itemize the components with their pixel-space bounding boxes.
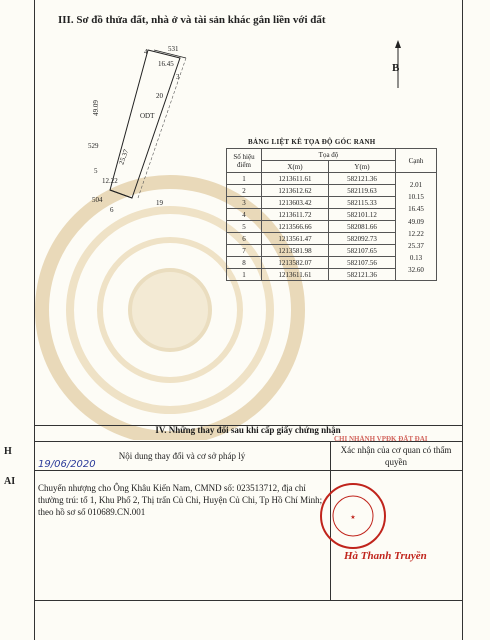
cell-point: 2 xyxy=(227,185,262,197)
entry-text: Chuyển nhượng cho Ông Khâu Kiến Nam, CMND số: 023513712, địa chỉ thường trú: tổ 1, Khu Phố 2, Thị trấn Củ Chi, Huyện Củ Chi, Tp Hồ Chí Minh; theo hồ sơ số 010689.CN.001 xyxy=(38,483,323,517)
edge-value: 10.15 xyxy=(408,193,424,202)
cell-x: 1213611.72 xyxy=(262,209,329,221)
edge-49-09-label: 49.09 xyxy=(91,100,100,116)
cell-y: 582121.36 xyxy=(329,269,396,281)
edge-value: 16.45 xyxy=(408,205,424,214)
edge-value: 12.22 xyxy=(408,229,424,238)
point-3-label: 3 xyxy=(176,73,180,81)
header-edge: Cạnh xyxy=(396,149,437,173)
edge-12-22-label: 12.22 xyxy=(102,177,118,185)
cell-x: 1213611.61 xyxy=(262,173,329,185)
cell-point: 4 xyxy=(227,209,262,221)
official-stamp-icon xyxy=(318,481,388,551)
entry-date: 19/06/2020 xyxy=(38,459,96,470)
cell-y: 582092.73 xyxy=(329,233,396,245)
cell-y: 582101.12 xyxy=(329,209,396,221)
cell-y: 582119.63 xyxy=(329,185,396,197)
edge-25-37-label: 25.37 xyxy=(117,148,131,166)
cell-point: 8 xyxy=(227,257,262,269)
section-3-title: III. Sơ đồ thửa đất, nhà ở và tài sản khác gắn liền với đất xyxy=(58,14,326,26)
cell-x: 1213566.66 xyxy=(262,221,329,233)
table-row xyxy=(227,173,437,185)
signature-name: Hà Thanh Truyền xyxy=(344,550,427,562)
cell-y: 582081.66 xyxy=(329,221,396,233)
odt-label: ODT xyxy=(140,112,155,120)
section-4-bottom-line xyxy=(34,600,462,601)
parcel-504-label: 504 xyxy=(92,196,103,204)
point-4-label: 4 xyxy=(144,48,148,56)
stamp-title: CHI NHÁNH VPĐK ĐẤT ĐAI xyxy=(334,435,428,443)
header-bottom-line xyxy=(34,470,462,471)
cell-x: 1213612.62 xyxy=(262,185,329,197)
cell-point: 1 xyxy=(227,269,262,281)
column-header-changes: Nội dung thay đổi và cơ sở pháp lý xyxy=(118,451,246,461)
cell-point: 3 xyxy=(227,197,262,209)
edges-cell xyxy=(396,173,437,281)
cell-y: 582115.33 xyxy=(329,197,396,209)
header-coord: Tọa độ xyxy=(262,149,396,161)
margin-mark-h: H xyxy=(4,446,12,457)
cell-x: 1213581.98 xyxy=(262,245,329,257)
edge-value: 25.37 xyxy=(408,242,424,251)
cell-point: 6 xyxy=(227,233,262,245)
edge-value: 32.60 xyxy=(408,266,424,275)
cell-y: 582107.56 xyxy=(329,257,396,269)
edge-16-45-label: 16.45 xyxy=(158,60,174,68)
cell-x: 1213561.47 xyxy=(262,233,329,245)
header-x: X(m) xyxy=(262,161,329,173)
coordinates-table-title: BẢNG LIỆT KÊ TỌA ĐỘ GÓC RANH xyxy=(248,138,376,146)
margin-mark-ai: AI xyxy=(4,476,16,487)
section-4-title: IV. Những thay đổi sau khi cấp giấy chứng nhận xyxy=(155,425,341,435)
header-point: Số hiệu điểm xyxy=(227,149,262,173)
point-6-label: 6 xyxy=(110,206,114,214)
cell-x: 1213582.07 xyxy=(262,257,329,269)
cell-x: 1213611.61 xyxy=(262,269,329,281)
edge-value: 0.13 xyxy=(409,254,423,263)
edge-value: 49.09 xyxy=(408,217,424,226)
parcel-531-label: 531 xyxy=(168,45,179,53)
cell-point: 5 xyxy=(227,221,262,233)
parcel-19-label: 19 xyxy=(156,199,163,207)
cell-x: 1213603.42 xyxy=(262,197,329,209)
cell-y: 582121.36 xyxy=(329,173,396,185)
cell-point: 7 xyxy=(227,245,262,257)
point-5-label: 5 xyxy=(94,167,98,175)
right-border xyxy=(462,0,463,640)
column-header-confirmation: Xác nhận của cơ quan có thẩm quyền xyxy=(340,445,452,467)
section-4 xyxy=(34,425,462,600)
coordinates-table xyxy=(226,148,437,281)
svg-text:★: ★ xyxy=(350,514,356,521)
cell-y: 582107.65 xyxy=(329,245,396,257)
cell-point: 1 xyxy=(227,173,262,185)
header-y: Y(m) xyxy=(329,161,396,173)
parcel-529-label: 529 xyxy=(88,142,99,150)
parcel-20-label: 20 xyxy=(156,92,163,100)
north-label: B xyxy=(392,62,400,74)
edge-value: 2.01 xyxy=(409,181,423,189)
